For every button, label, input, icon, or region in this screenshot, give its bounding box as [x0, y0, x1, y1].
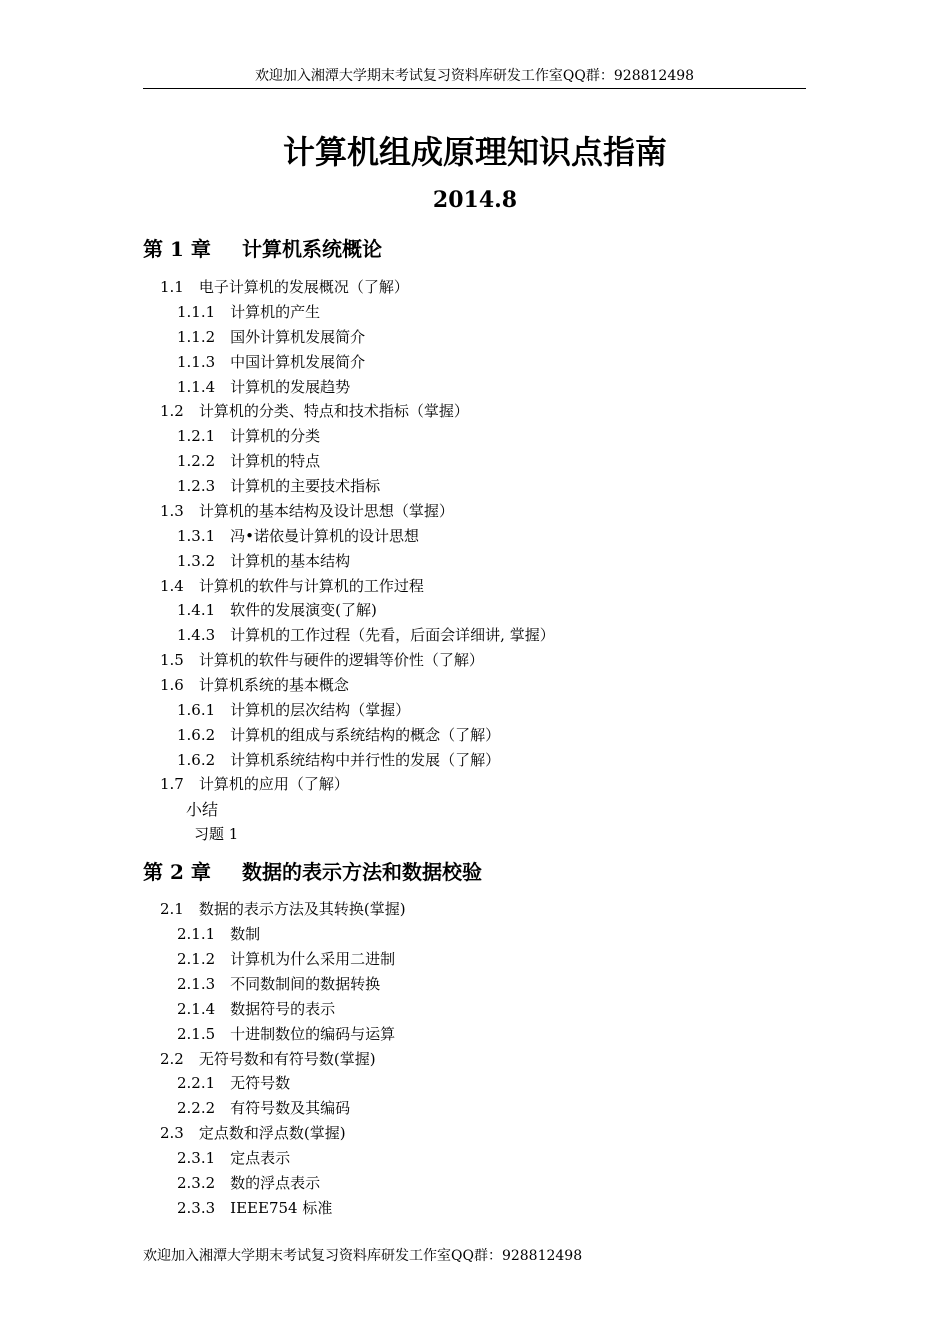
toc-subsection: 1.6.1 计算机的层次结构（掌握）	[177, 701, 411, 719]
toc-section: 2.2 无符号数和有符号数(掌握)	[160, 1050, 376, 1068]
toc-section: 2.1 数据的表示方法及其转换(掌握)	[160, 900, 406, 918]
toc-exercises: 习题 1	[194, 825, 239, 843]
toc-section: 1.7 计算机的应用（了解）	[160, 775, 349, 793]
toc-subsection: 2.1.4 数据符号的表示	[177, 1000, 336, 1018]
toc-section: 1.2 计算机的分类、特点和技术指标（掌握）	[160, 402, 469, 420]
toc-section: 1.3 计算机的基本结构及设计思想（掌握）	[160, 502, 454, 520]
toc-subsection: 1.2.3 计算机的主要技术指标	[177, 477, 381, 495]
toc-subsection: 2.3.2 数的浮点表示	[177, 1174, 321, 1192]
toc-subsection: 1.4.1 软件的发展演变(了解)	[177, 601, 377, 619]
toc-subsection: 2.2.1 无符号数	[177, 1074, 291, 1092]
toc-subsection: 1.1.3 中国计算机发展简介	[177, 353, 366, 371]
page-footer: 欢迎加入湘潭大学期末考试复习资料库研发工作室QQ群：928812498	[143, 1248, 583, 1264]
toc-section: 1.6 计算机系统的基本概念	[160, 676, 349, 694]
header-divider	[143, 88, 806, 89]
toc-summary: 小结	[186, 800, 219, 819]
toc-section: 1.4 计算机的软件与计算机的工作过程	[160, 577, 424, 595]
toc-subsection: 1.1.2 国外计算机发展简介	[177, 328, 366, 346]
document-title: 计算机组成原理知识点指南	[282, 133, 667, 171]
chapter-number: 第 1 章	[143, 237, 211, 261]
toc-subsection: 1.2.2 计算机的特点	[177, 452, 321, 470]
toc-subsection: 1.3.1 冯•诺依曼计算机的设计思想	[177, 527, 420, 545]
toc-subsection: 1.6.2 计算机系统结构中并行性的发展（了解）	[177, 751, 501, 769]
chapter-title: 数据的表示方法和数据校验	[242, 860, 482, 884]
toc-section: 1.1 电子计算机的发展概况（了解）	[160, 278, 409, 296]
toc-subsection: 2.3.3 IEEE754 标准	[177, 1199, 333, 1217]
toc-subsection: 2.1.5 十进制数位的编码与运算	[177, 1025, 396, 1043]
chapter-number: 第 2 章	[143, 860, 211, 884]
toc-subsection: 1.1.1 计算机的产生	[177, 303, 321, 321]
toc-subsection: 2.2.2 有符号数及其编码	[177, 1099, 351, 1117]
toc-subsection: 1.4.3 计算机的工作过程（先看，后面会详细讲, 掌握）	[177, 626, 555, 644]
document-date: 2014.8	[432, 187, 518, 213]
toc-subsection: 1.6.2 计算机的组成与系统结构的概念（了解）	[177, 726, 501, 744]
toc-section: 2.3 定点数和浮点数(掌握)	[160, 1124, 346, 1142]
toc-subsection: 2.1.1 数制	[177, 925, 261, 943]
header-text: 欢迎加入湘潭大学期末考试复习资料库研发工作室QQ群：928812498	[254, 68, 695, 84]
toc-subsection: 1.3.2 计算机的基本结构	[177, 552, 351, 570]
toc-section: 1.5 计算机的软件与硬件的逻辑等价性（了解）	[160, 651, 484, 669]
chapter-1-heading	[143, 234, 382, 264]
toc-subsection: 2.1.2 计算机为什么采用二进制	[177, 950, 396, 968]
toc-subsection: 1.2.1 计算机的分类	[177, 427, 321, 445]
chapter-title: 计算机系统概论	[242, 237, 382, 261]
toc-subsection: 2.3.1 定点表示	[177, 1149, 291, 1167]
toc-subsection: 1.1.4 计算机的发展趋势	[177, 378, 351, 396]
toc-subsection: 2.1.3 不同数制间的数据转换	[177, 975, 381, 993]
chapter-2-heading	[143, 857, 482, 887]
